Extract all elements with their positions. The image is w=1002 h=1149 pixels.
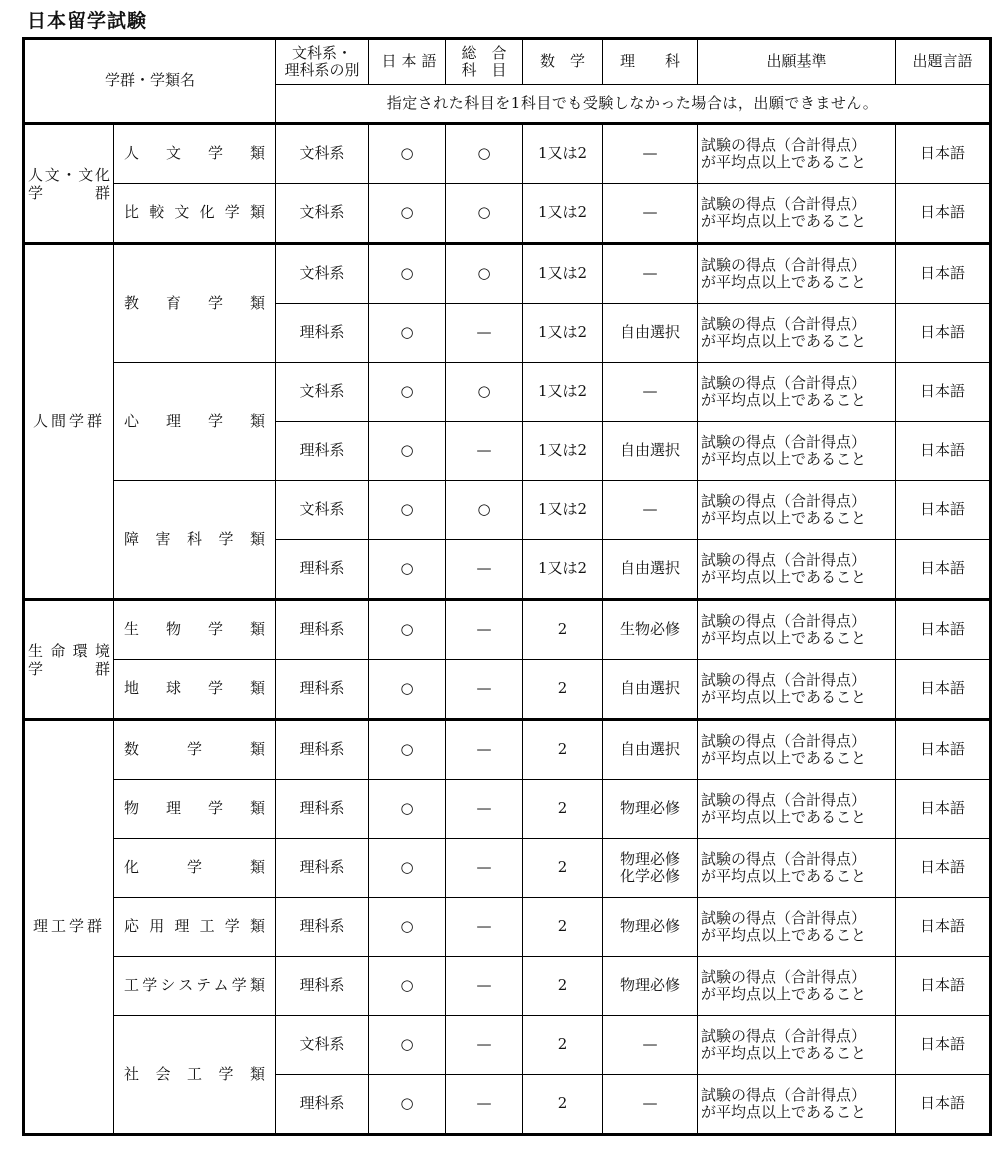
- criteria-cell: [698, 957, 896, 1016]
- science-value: 物理必修: [620, 799, 681, 818]
- class-name-cell: [114, 720, 276, 780]
- science-cell: [603, 124, 698, 184]
- science-value: 自由選択: [620, 740, 681, 759]
- division-cell: 理科系: [276, 422, 369, 481]
- japanese-cell: ○: [369, 244, 446, 304]
- requirements-table: [22, 37, 992, 1136]
- header-group-class: [24, 39, 276, 124]
- page-title: 日本留学試験: [27, 10, 148, 32]
- header-japanese: [369, 39, 446, 85]
- general-cell: —: [446, 422, 523, 481]
- general-cell: —: [446, 720, 523, 780]
- criteria-line: が平均点以上であること: [701, 332, 867, 350]
- table-header: [24, 39, 991, 124]
- criteria-line: が平均点以上であること: [701, 1044, 867, 1062]
- group-name-cell: [24, 124, 114, 244]
- criteria-line: 試験の得点（合計得点）: [701, 908, 867, 927]
- language-cell: 日本語: [896, 1075, 991, 1135]
- criteria-cell: [698, 422, 896, 481]
- general-cell: —: [446, 540, 523, 600]
- header-division-line: 文科系・: [292, 43, 353, 62]
- criteria-cell: [698, 780, 896, 839]
- science-value: —: [642, 203, 658, 222]
- table-row: [24, 660, 991, 720]
- class-name: 工学システム学類: [124, 976, 266, 995]
- language-cell: 日本語: [896, 540, 991, 600]
- class-name-cell: [114, 898, 276, 957]
- table-row: [24, 600, 991, 660]
- general-cell: —: [446, 898, 523, 957]
- science-cell: [603, 184, 698, 244]
- criteria-cell: [698, 481, 896, 540]
- criteria-line: が平均点以上であること: [701, 509, 867, 527]
- division-cell: 理科系: [276, 540, 369, 600]
- class-name-cell: [114, 660, 276, 720]
- division-cell: 理科系: [276, 720, 369, 780]
- table-row: [24, 780, 991, 839]
- language-cell: 日本語: [896, 720, 991, 780]
- general-cell: —: [446, 600, 523, 660]
- science-cell: [603, 957, 698, 1016]
- general-cell: —: [446, 1016, 523, 1075]
- criteria-cell: [698, 839, 896, 898]
- table-row: [24, 184, 991, 244]
- criteria-cell: [698, 1075, 896, 1135]
- math-cell: 2: [523, 839, 603, 898]
- general-cell: —: [446, 839, 523, 898]
- language-cell: 日本語: [896, 600, 991, 660]
- criteria-line: 試験の得点（合計得点）: [701, 432, 867, 451]
- math-cell: 2: [523, 1075, 603, 1135]
- group-name: 人文・文化: [28, 165, 110, 184]
- math-cell: 2: [523, 957, 603, 1016]
- science-cell: [603, 481, 698, 540]
- general-cell: ○: [446, 481, 523, 540]
- table-row: [24, 1016, 991, 1075]
- header-japanese-label: 日本語: [381, 52, 442, 71]
- japanese-cell: ○: [369, 422, 446, 481]
- class-name-cell: [114, 1016, 276, 1135]
- header-language-label: 出題言語: [912, 52, 973, 71]
- header-criteria: [698, 39, 896, 85]
- criteria-cell: [698, 363, 896, 422]
- division-cell: 文科系: [276, 124, 369, 184]
- class-name: 教育学類: [124, 293, 266, 312]
- header-science: [603, 39, 698, 85]
- criteria-line: が平均点以上であること: [701, 629, 867, 647]
- science-cell: [603, 1016, 698, 1075]
- science-value: 自由選択: [620, 559, 681, 578]
- criteria-cell: [698, 540, 896, 600]
- division-cell: 文科系: [276, 1016, 369, 1075]
- class-name: 社会工学類: [124, 1064, 266, 1083]
- header-group-class-label: 学群・学類名: [105, 71, 196, 90]
- criteria-line: が平均点以上であること: [701, 450, 867, 468]
- math-cell: 2: [523, 720, 603, 780]
- criteria-line: 試験の得点（合計得点）: [701, 849, 867, 868]
- header-math-label: 数 学: [540, 52, 586, 71]
- science-cell: [603, 839, 698, 898]
- class-name-cell: [114, 481, 276, 600]
- criteria-cell: [698, 304, 896, 363]
- criteria-line: 試験の得点（合計得点）: [701, 373, 867, 392]
- class-name-cell: [114, 957, 276, 1016]
- class-name-cell: [114, 363, 276, 481]
- math-cell: 2: [523, 780, 603, 839]
- language-cell: 日本語: [896, 304, 991, 363]
- science-value: 物理必修: [620, 976, 681, 995]
- science-cell: [603, 720, 698, 780]
- language-cell: 日本語: [896, 363, 991, 422]
- science-value: 自由選択: [620, 323, 681, 342]
- science-cell: [603, 600, 698, 660]
- class-name: 比較文化学類: [124, 203, 266, 222]
- math-cell: 1又は2: [523, 422, 603, 481]
- criteria-cell: [698, 600, 896, 660]
- division-cell: 理科系: [276, 839, 369, 898]
- class-name-cell: [114, 780, 276, 839]
- division-cell: 文科系: [276, 481, 369, 540]
- division-cell: 理科系: [276, 780, 369, 839]
- math-cell: 2: [523, 898, 603, 957]
- criteria-line: が平均点以上であること: [701, 212, 867, 230]
- class-name-cell: [114, 600, 276, 660]
- division-cell: 理科系: [276, 1075, 369, 1135]
- japanese-cell: ○: [369, 1016, 446, 1075]
- math-cell: 2: [523, 1016, 603, 1075]
- criteria-cell: [698, 184, 896, 244]
- math-cell: 1又は2: [523, 540, 603, 600]
- language-cell: 日本語: [896, 957, 991, 1016]
- class-name: 地球学類: [124, 679, 266, 698]
- math-cell: 1又は2: [523, 244, 603, 304]
- science-cell: [603, 780, 698, 839]
- criteria-line: が平均点以上であること: [701, 273, 867, 291]
- japanese-cell: ○: [369, 1075, 446, 1135]
- language-cell: 日本語: [896, 1016, 991, 1075]
- science-cell: [603, 422, 698, 481]
- language-cell: 日本語: [896, 780, 991, 839]
- criteria-line: 試験の得点（合計得点）: [701, 967, 867, 986]
- header-science-label: 理 科: [620, 52, 681, 71]
- criteria-line: が平均点以上であること: [701, 985, 867, 1003]
- math-cell: 2: [523, 660, 603, 720]
- math-cell: 1又は2: [523, 304, 603, 363]
- japanese-cell: ○: [369, 304, 446, 363]
- class-name: 物理学類: [124, 799, 266, 818]
- criteria-cell: [698, 720, 896, 780]
- general-cell: —: [446, 780, 523, 839]
- header-note: [276, 85, 991, 124]
- criteria-line: が平均点以上であること: [701, 808, 867, 826]
- science-value: 化学必修: [620, 867, 681, 885]
- table-row: [24, 124, 991, 184]
- science-cell: [603, 660, 698, 720]
- criteria-line: 試験の得点（合計得点）: [701, 255, 867, 274]
- group-name: 生命環境: [28, 641, 110, 660]
- math-cell: 2: [523, 600, 603, 660]
- criteria-line: が平均点以上であること: [701, 153, 867, 171]
- header-division: [276, 39, 369, 85]
- science-value: 自由選択: [620, 441, 681, 460]
- division-cell: 理科系: [276, 898, 369, 957]
- class-name: 生物学類: [124, 620, 266, 639]
- criteria-line: 試験の得点（合計得点）: [701, 1085, 867, 1104]
- header-general-line: 科 目: [461, 61, 507, 79]
- science-value: 生物必修: [620, 620, 681, 639]
- japanese-cell: ○: [369, 720, 446, 780]
- japanese-cell: ○: [369, 898, 446, 957]
- general-cell: ○: [446, 363, 523, 422]
- division-cell: 文科系: [276, 184, 369, 244]
- table-row: [24, 481, 991, 540]
- header-general: [446, 39, 523, 85]
- criteria-line: が平均点以上であること: [701, 926, 867, 944]
- header-general-line: 総 合: [461, 43, 507, 62]
- language-cell: 日本語: [896, 244, 991, 304]
- criteria-line: が平均点以上であること: [701, 1103, 867, 1121]
- math-cell: 1又は2: [523, 481, 603, 540]
- science-value: —: [642, 264, 658, 283]
- science-cell: [603, 1075, 698, 1135]
- table-row: [24, 720, 991, 780]
- criteria-line: が平均点以上であること: [701, 749, 867, 767]
- class-name-cell: [114, 184, 276, 244]
- criteria-cell: [698, 244, 896, 304]
- table-row: [24, 244, 991, 304]
- class-name: 障害科学類: [124, 529, 266, 548]
- math-cell: 1又は2: [523, 363, 603, 422]
- criteria-line: 試験の得点（合計得点）: [701, 670, 867, 689]
- science-value: 物理必修: [620, 917, 681, 936]
- criteria-cell: [698, 124, 896, 184]
- class-name: 応用理工学類: [124, 917, 266, 936]
- criteria-line: 試験の得点（合計得点）: [701, 790, 867, 809]
- science-cell: [603, 540, 698, 600]
- table-row: [24, 363, 991, 422]
- criteria-line: が平均点以上であること: [701, 688, 867, 706]
- japanese-cell: ○: [369, 124, 446, 184]
- group-name-cell: [24, 600, 114, 720]
- criteria-cell: [698, 1016, 896, 1075]
- division-cell: 文科系: [276, 244, 369, 304]
- language-cell: 日本語: [896, 839, 991, 898]
- japanese-cell: ○: [369, 839, 446, 898]
- class-name-cell: [114, 839, 276, 898]
- table-body: [24, 124, 991, 1135]
- division-cell: 理科系: [276, 660, 369, 720]
- header-criteria-label: 出願基準: [766, 52, 827, 71]
- math-cell: 1又は2: [523, 184, 603, 244]
- division-cell: 文科系: [276, 363, 369, 422]
- criteria-line: 試験の得点（合計得点）: [701, 314, 867, 333]
- criteria-line: 試験の得点（合計得点）: [701, 550, 867, 569]
- science-cell: [603, 304, 698, 363]
- math-cell: 1又は2: [523, 124, 603, 184]
- table-row: [24, 839, 991, 898]
- japanese-cell: ○: [369, 957, 446, 1016]
- general-cell: —: [446, 660, 523, 720]
- group-name-cell: [24, 244, 114, 600]
- general-cell: —: [446, 304, 523, 363]
- header-math: [523, 39, 603, 85]
- science-value: —: [642, 500, 658, 519]
- language-cell: 日本語: [896, 422, 991, 481]
- group-name-cell: [24, 720, 114, 1135]
- group-name: 学 群: [28, 183, 110, 202]
- science-value: —: [642, 1035, 658, 1054]
- group-name: 人間学群: [32, 411, 105, 430]
- criteria-line: が平均点以上であること: [701, 568, 867, 586]
- class-name: 心理学類: [124, 411, 266, 430]
- class-name: 化学類: [124, 858, 266, 877]
- header-note-text: 指定された科目を1科目でも受験しなかった場合は，出願できません。: [386, 93, 879, 112]
- japanese-cell: ○: [369, 780, 446, 839]
- header-language: [896, 39, 991, 85]
- japanese-cell: ○: [369, 600, 446, 660]
- general-cell: —: [446, 1075, 523, 1135]
- science-cell: [603, 363, 698, 422]
- criteria-line: 試験の得点（合計得点）: [701, 1026, 867, 1045]
- criteria-cell: [698, 898, 896, 957]
- criteria-line: が平均点以上であること: [701, 391, 867, 409]
- language-cell: 日本語: [896, 124, 991, 184]
- science-value: 自由選択: [620, 679, 681, 698]
- language-cell: 日本語: [896, 481, 991, 540]
- language-cell: 日本語: [896, 898, 991, 957]
- criteria-line: 試験の得点（合計得点）: [701, 135, 867, 154]
- science-cell: [603, 244, 698, 304]
- criteria-line: 試験の得点（合計得点）: [701, 611, 867, 630]
- japanese-cell: ○: [369, 660, 446, 720]
- japanese-cell: ○: [369, 184, 446, 244]
- table-row: [24, 898, 991, 957]
- criteria-line: が平均点以上であること: [701, 867, 867, 885]
- general-cell: ○: [446, 184, 523, 244]
- japanese-cell: ○: [369, 481, 446, 540]
- criteria-line: 試験の得点（合計得点）: [701, 194, 867, 213]
- science-value: —: [642, 144, 658, 163]
- science-value: —: [642, 1094, 658, 1113]
- division-cell: 理科系: [276, 957, 369, 1016]
- science-value: 物理必修: [620, 849, 681, 868]
- general-cell: —: [446, 957, 523, 1016]
- division-cell: 理科系: [276, 600, 369, 660]
- table-row: [24, 957, 991, 1016]
- criteria-line: 試験の得点（合計得点）: [701, 491, 867, 510]
- group-name: 学 群: [28, 659, 110, 678]
- japanese-cell: ○: [369, 363, 446, 422]
- science-value: —: [642, 382, 658, 401]
- japanese-cell: ○: [369, 540, 446, 600]
- header-division-line: 理科系の別: [284, 61, 360, 79]
- criteria-line: 試験の得点（合計得点）: [701, 731, 867, 750]
- general-cell: ○: [446, 124, 523, 184]
- language-cell: 日本語: [896, 660, 991, 720]
- class-name: 数学類: [124, 740, 266, 759]
- language-cell: 日本語: [896, 184, 991, 244]
- class-name-cell: [114, 124, 276, 184]
- group-name: 理工学群: [32, 917, 105, 936]
- class-name-cell: [114, 244, 276, 363]
- general-cell: ○: [446, 244, 523, 304]
- division-cell: 理科系: [276, 304, 369, 363]
- science-cell: [603, 898, 698, 957]
- class-name: 人文学類: [124, 144, 266, 163]
- criteria-cell: [698, 660, 896, 720]
